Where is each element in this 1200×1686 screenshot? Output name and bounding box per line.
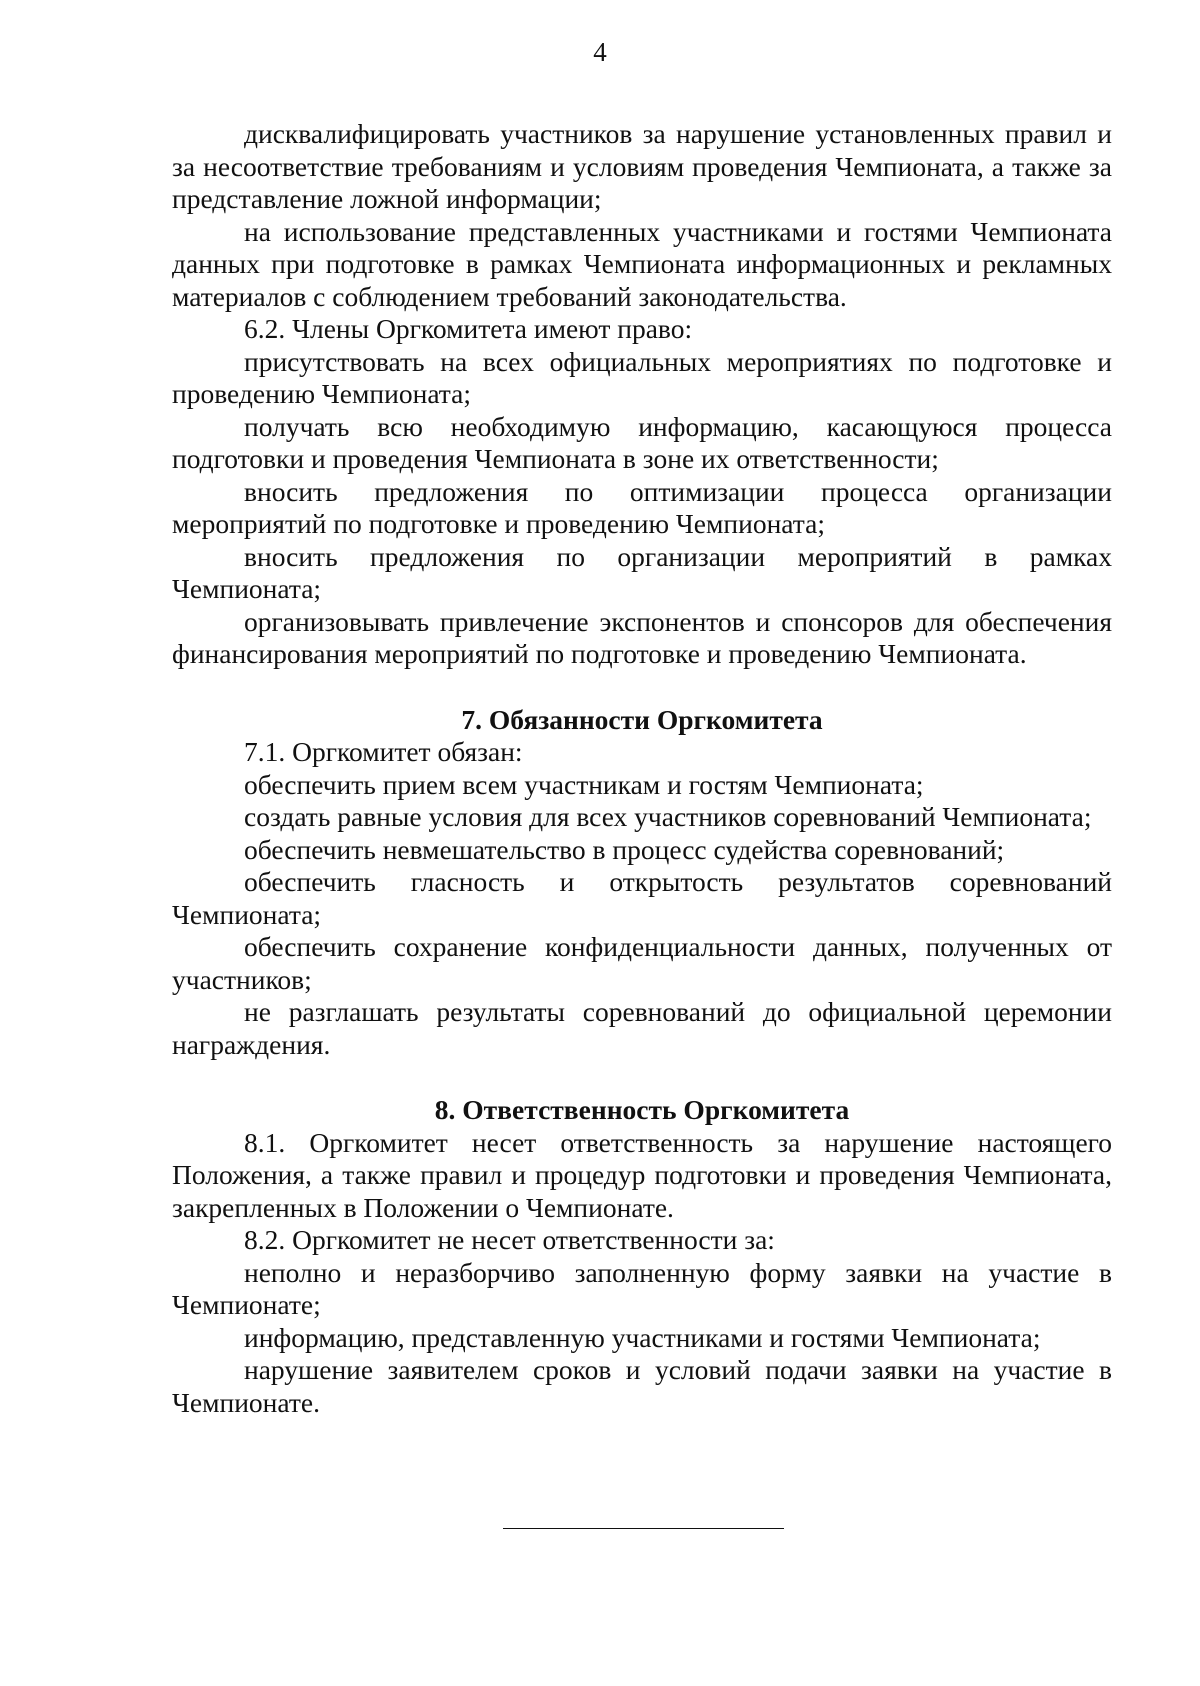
paragraph: не разглашать результаты соревнований до официальной церемонии награждения. [172,996,1112,1060]
paragraph: 7.1. Оргкомитет обязан: [244,736,523,767]
section-7-heading: 7. Обязанности Оргкомитета [461,703,823,735]
end-of-document-rule [503,1528,784,1529]
paragraph: 8.2. Оргкомитет не несет ответственности за: [244,1224,775,1255]
page-number: 4 [593,37,607,67]
paragraph: информацию, представленную участниками и гостями Чемпионата; [244,1321,1041,1353]
paragraph: неполно и неразборчиво заполненную форму заявки на участие в Чемпионате; [172,1256,1112,1320]
paragraph: создать равные условия для всех участников соревнований Чемпионата; [244,801,1092,832]
paragraph: вносить предложения по оптимизации процесса организации мероприятий по подготовке и проведению Чемпионата; [172,475,1112,539]
paragraph: организовывать привлечение экспонентов и спонсоров для обеспечения финансирования мероприятий по подготовке и проведению Чемпионата. [172,605,1112,669]
paragraph: 6.2. Члены Оргкомитета имеют право: [244,313,693,344]
paragraph: обеспечить невмешательство в процесс судейства соревнований; [244,833,1005,865]
paragraph: нарушение заявителем сроков и условий подачи заявки на участие в Чемпионате. [172,1354,1112,1418]
section-spacer [172,671,1112,704]
document-body [172,118,1112,1419]
paragraph: присутствовать на всех официальных мероприятиях по подготовке и проведению Чемпионата; [172,345,1112,409]
paragraph: обеспечить гласность и открытость результатов соревнований Чемпионата; [172,866,1112,930]
paragraph: получать всю необходимую информацию, касающуюся процесса подготовки и проведения Чемпионата в зоне их ответственности; [172,410,1112,474]
paragraph: обеспечить прием всем участникам и гостям Чемпионата; [244,768,924,800]
paragraph: на использование представленных участниками и гостями Чемпионата данных при подготовке в рамках Чемпионата информационных и рекламных материалов с соблюдением требований законодательства. [172,215,1112,312]
paragraph: обеспечить сохранение конфиденциальности данных, полученных от участников; [172,931,1112,995]
section-8-heading: 8. Ответственность Оргкомитета [434,1094,850,1125]
paragraph: дисквалифицировать участников за нарушение установленных правил и за несоответствие требованиям и условиям проведения Чемпионата, а также за представление ложной информации; [172,118,1112,214]
section-spacer [172,1061,1112,1094]
paragraph: вносить предложения по организации мероприятий в рамках Чемпионата; [172,540,1112,604]
paragraph: 8.1. Оргкомитет несет ответственность за нарушение настоящего Положения, а также правил и процедур подготовки и проведения Чемпионата, закрепленных в Положении о Чемпионате. [172,1126,1112,1223]
